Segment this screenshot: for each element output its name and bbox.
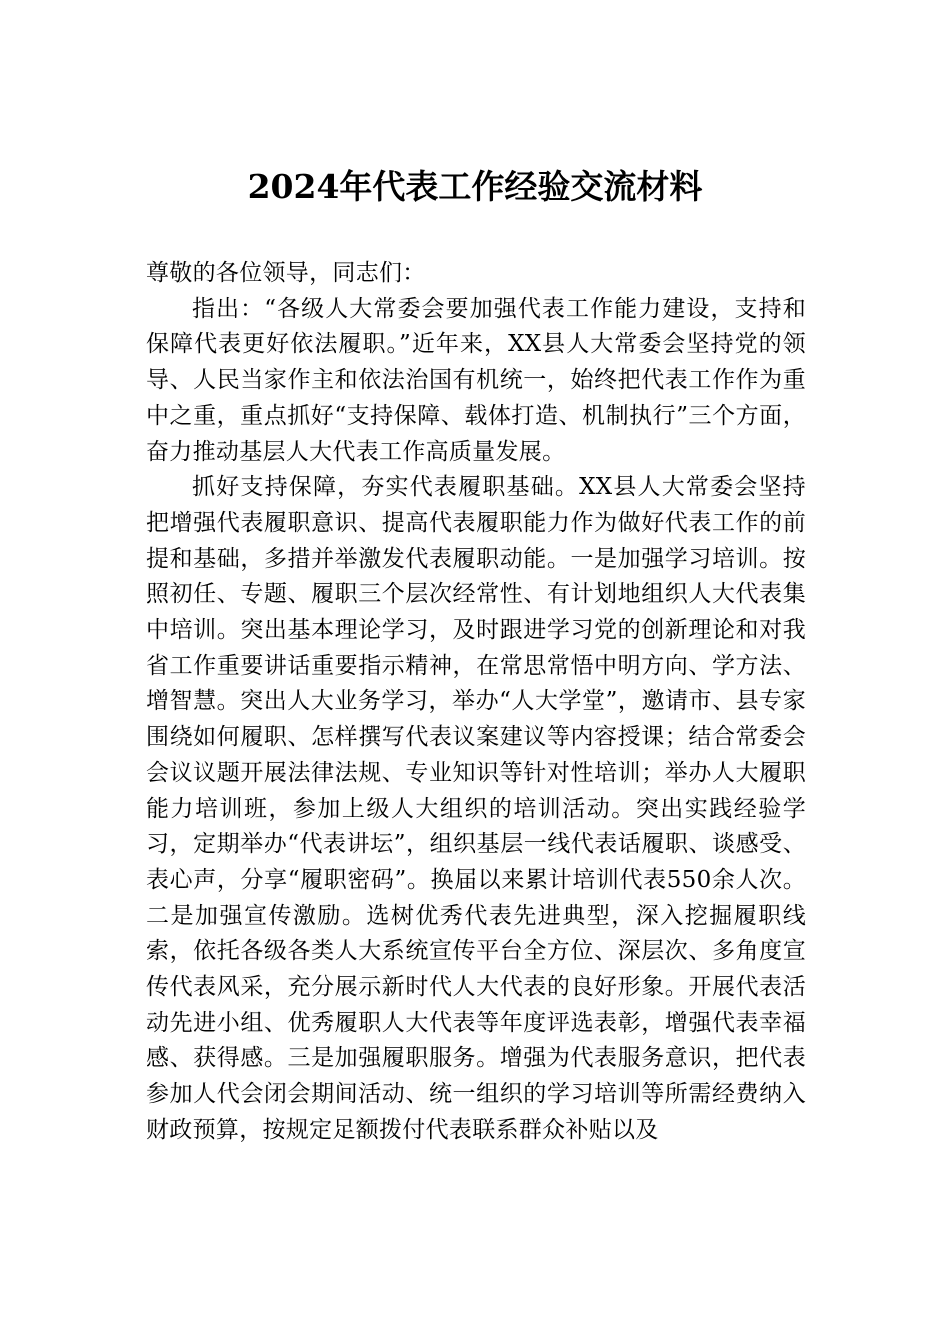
- document-title: 2024年代表工作经验交流材料: [247, 167, 703, 206]
- document-body: [146, 256, 806, 1149]
- paragraph-support-guarantee: 抓好支持保障，夯实代表履职基础。XX县人大常委会坚持把增强代表履职意识、提高代表履职能力作为做好代表工作的前提和基础，多措并举激发代表履职动能。一是加强学习培训。按照初任、专题、履职三个层次经常性、有计划地组织人大代表集中培训。突出基本理论学习，及时跟进学习党的创新理论和对我省工作重要讲话重要指示精神，在常思常悟中明方向、学方法、增智慧。突出人大业务学习，举办“人大学堂”，邀请市、县专家围绕如何履职、怎样撰写代表议案建议等内容授课；结合常委会会议议题开展法律法规、专业知识等针对性培训；举办人大履职能力培训班，参加上级人大组织的培训活动。突出实践经验学习，定期举办“代表讲坛”，组织基层一线代表话履职、谈感受、表心声，分享“履职密码”。换届以来累计培训代表550余人次。二是加强宣传激励。选树优秀代表先进典型，深入挖掘履职线索，依托各级各类人大系统宣传平台全方位、深层次、多角度宣传代表风采，充分展示新时代人大代表的良好形象。开展代表活动先进小组、优秀履职人大代表等年度评选表彰，增强代表幸福感、获得感。三是加强履职服务。增强为代表服务意识，把代表参加人代会闭会期间活动、统一组织的学习培训等所需经费纳入财政预算，按规定足额拨付代表联系群众补贴以及: [146, 474, 806, 1143]
- paragraph-intro: 指出：“各级人大常委会要加强代表工作能力建设，支持和保障代表更好依法履职。”近年来，XX县人大常委会坚持党的领导、人民当家作主和依法治国有机统一，始终把代表工作作为重中之重，重点抓好“支持保障、载体打造、机制执行”三个方面，奋力推动基层人大代表工作高质量发展。: [146, 295, 806, 465]
- salutation: 尊敬的各位领导，同志们：: [146, 260, 426, 286]
